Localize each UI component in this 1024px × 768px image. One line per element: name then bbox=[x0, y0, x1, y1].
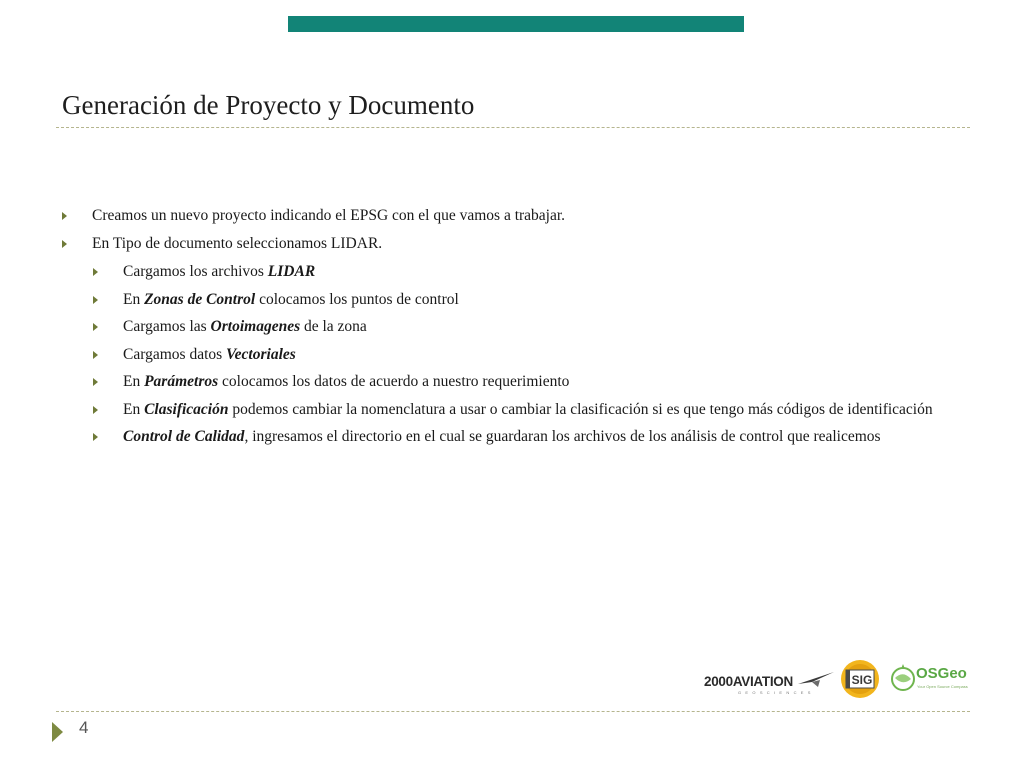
bullet-arrow-icon bbox=[62, 212, 67, 220]
bullet-item bbox=[60, 234, 970, 254]
slide-content bbox=[60, 206, 970, 455]
aviation-logo bbox=[702, 666, 834, 694]
page-number: 4 bbox=[79, 718, 89, 737]
bullet-arrow-icon bbox=[93, 296, 98, 304]
sub-bullet-pre: Cargamos datos bbox=[123, 345, 227, 363]
sub-bullet-pre: Cargamos los archivos bbox=[123, 263, 268, 280]
osgeo-logo-tagline: Your Open Source Compass bbox=[917, 684, 968, 689]
sig-logo-text: SIG bbox=[851, 673, 873, 687]
sub-bullet-emphasis: Vectoriales bbox=[226, 345, 296, 363]
sub-bullet-post: colocamos los puntos de control bbox=[255, 290, 459, 308]
bullet-arrow-icon bbox=[93, 323, 98, 331]
sub-bullet-item bbox=[91, 317, 970, 337]
sub-bullet-pre: Cargamos las bbox=[123, 318, 211, 335]
plane-icon bbox=[798, 670, 834, 688]
sub-bullet-emphasis: Zonas de Control bbox=[144, 290, 256, 308]
sub-bullet-item bbox=[91, 427, 970, 447]
bullet-arrow-icon bbox=[93, 268, 98, 276]
sub-bullet-post: , ingresamos el directorio en el cual se guardaran los archivos de los análisis de control que realicemos bbox=[244, 428, 881, 445]
bullet-arrow-icon bbox=[93, 378, 98, 386]
bullet-text: Creamos un nuevo proyecto indicando el EPSG con el que vamos a trabajar. bbox=[92, 207, 566, 224]
sub-bullet-item bbox=[91, 372, 970, 392]
sub-bullet-pre: En bbox=[123, 400, 145, 418]
sig-emblem-icon bbox=[840, 658, 880, 700]
sub-bullet-post: de la zona bbox=[300, 318, 367, 335]
bullet-arrow-icon bbox=[93, 351, 98, 359]
sub-bullet-emphasis: Ortoimagenes bbox=[210, 318, 301, 335]
sub-bullet-item bbox=[91, 262, 970, 282]
osgeo-globe-icon bbox=[890, 662, 916, 694]
sponsor-logos bbox=[702, 658, 970, 704]
footer-divider bbox=[56, 711, 970, 712]
bullet-arrow-icon bbox=[93, 433, 98, 441]
bullet-text: En Tipo de documento seleccionamos LIDAR. bbox=[92, 235, 383, 252]
bullet-item bbox=[60, 206, 970, 226]
bullet-arrow-icon bbox=[62, 240, 67, 248]
title-divider bbox=[56, 127, 970, 128]
sub-bullet-emphasis: LIDAR bbox=[267, 263, 316, 280]
slide-title: Generación de Proyecto y Documento bbox=[62, 90, 475, 120]
top-accent-bar bbox=[288, 16, 744, 32]
sub-bullet-emphasis: Parámetros bbox=[144, 373, 219, 390]
sub-bullet-item bbox=[91, 290, 970, 310]
sub-bullet-pre: En bbox=[123, 373, 145, 390]
sub-bullet-emphasis: Clasificación bbox=[144, 400, 229, 418]
osgeo-logo-text: OSGeo bbox=[916, 665, 967, 682]
sub-bullet-item bbox=[91, 400, 970, 420]
sub-bullet-post: colocamos los datos de acuerdo a nuestro requerimiento bbox=[218, 373, 570, 390]
bullet-arrow-icon bbox=[93, 406, 98, 414]
footer-arrow-icon bbox=[52, 722, 63, 742]
sub-bullet-emphasis: Control de Calidad bbox=[123, 428, 245, 445]
aviation-logo-subtext: G E O S C I E N C E S bbox=[738, 690, 813, 695]
aviation-logo-text: 2000AVIATION bbox=[704, 674, 793, 689]
sub-bullet-post: podemos cambiar la nomenclatura a usar o cambiar la clasificación si es que tengo más códigos de identificación bbox=[228, 400, 933, 418]
sub-bullet-pre: En bbox=[123, 290, 145, 308]
sig-logo bbox=[840, 658, 880, 700]
osgeo-logo bbox=[890, 660, 970, 698]
sub-bullet-item bbox=[91, 345, 970, 365]
